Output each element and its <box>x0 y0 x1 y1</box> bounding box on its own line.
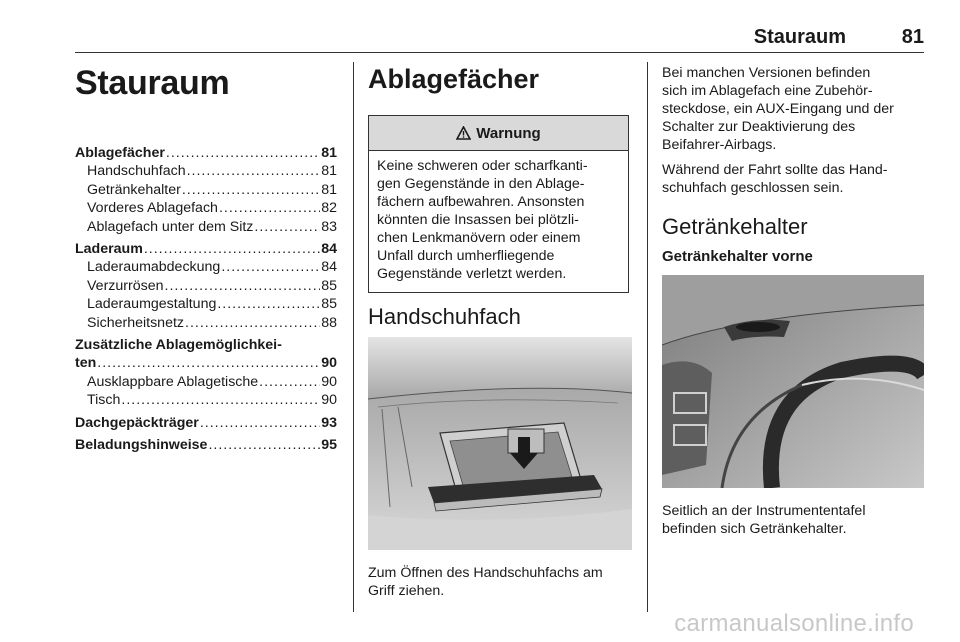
toc-label: Laderaumgestaltung <box>87 296 217 313</box>
warning-line: Gegenstände verletzt werden. <box>377 266 567 282</box>
cupholder-subheading: Getränkehalter vorne <box>662 248 813 265</box>
toc-label: Verzurrösen <box>87 277 164 294</box>
toc-label: Vorderes Ablagefach <box>87 200 218 217</box>
toc-page: 83 <box>321 218 337 235</box>
paragraph-line: Schalter zur Deaktivierung des <box>662 119 856 135</box>
toc-entry-getraenkehalter[interactable] <box>75 181 337 199</box>
warning-line: Keine schweren oder scharfkanti- <box>377 158 588 174</box>
toc-page: 90 <box>321 355 337 372</box>
paragraph-line: Beifahrer-Airbags. <box>662 137 777 153</box>
toc-page: 90 <box>321 373 337 390</box>
toc-page: 82 <box>321 200 337 217</box>
toc-entry-ablagefach-unter-sitz[interactable] <box>75 218 337 236</box>
glovebox-heading: Handschuhfach <box>368 304 521 329</box>
toc-label: Beladungshinweise <box>75 437 208 454</box>
paragraph-line: Bei manchen Versionen befinden <box>662 65 871 81</box>
toc-page: 90 <box>321 392 337 409</box>
toc-label: Dachgepäckträger <box>75 414 199 431</box>
page-number: 81 <box>901 26 924 48</box>
toc-page: 88 <box>321 314 337 331</box>
cupholder-caption <box>662 502 932 538</box>
running-header-section: Stauraum <box>753 26 846 48</box>
toc-entry-laderaumabdeckung[interactable] <box>75 258 337 276</box>
paragraph-line: schuhfach geschlossen sein. <box>662 180 844 196</box>
toc-entry-sicherheitsnetz[interactable] <box>75 314 337 332</box>
glovebox-illustration <box>368 337 632 550</box>
warning-header <box>369 116 628 151</box>
toc-page: 81 <box>321 145 337 161</box>
toc-entry-beladungshinweise[interactable] <box>75 436 337 454</box>
chapter-title: Stauraum <box>75 64 230 102</box>
watermark-text: carmanualsonline.info <box>674 610 914 637</box>
glovebox-caption <box>368 564 636 600</box>
toc-label: Ablagefächer <box>75 145 165 161</box>
toc-label: Getränkehalter <box>87 181 181 198</box>
toc-entry-verzurroesen[interactable] <box>75 277 337 295</box>
caption-line: Seitlich an der Instrumententafel <box>662 503 866 519</box>
cupholder-illustration <box>662 275 924 488</box>
toc-page: 84 <box>321 259 337 276</box>
glovebox-accessory-paragraph <box>662 64 932 154</box>
toc-page: 81 <box>321 181 337 198</box>
warning-line: könnten die Insassen bei plötzli- <box>377 212 579 228</box>
toc-entry-ablagefaecher[interactable] <box>75 144 337 162</box>
table-of-contents <box>75 144 337 455</box>
toc-entry-zusaetzliche-line1[interactable] <box>75 336 337 354</box>
paragraph-line: steckdose, ein AUX-Eingang und der <box>662 101 894 117</box>
paragraph-line: sich im Ablagefach eine Zubehör- <box>662 83 873 99</box>
toc-entry-handschuhfach[interactable] <box>75 162 337 180</box>
header-rule <box>75 52 924 53</box>
column-divider-left <box>353 62 354 612</box>
toc-page: 93 <box>321 414 337 431</box>
toc-label: Ablagefach unter dem Sitz <box>87 218 254 235</box>
toc-page: 85 <box>321 296 337 313</box>
right-column <box>662 64 932 545</box>
toc-page: 85 <box>321 277 337 294</box>
warning-line: gen Gegenstände in den Ablage- <box>377 176 585 192</box>
toc-entry-laderaum[interactable] <box>75 240 337 258</box>
toc-label: Ausklappbare Ablagetische <box>87 373 259 390</box>
toc-entry-vorderes-ablagefach[interactable] <box>75 199 337 217</box>
toc-label: Laderaum <box>75 241 143 258</box>
toc-label: ten <box>75 355 97 372</box>
warning-box <box>368 115 629 293</box>
toc-entry-tisch[interactable] <box>75 391 337 409</box>
caption-line: Griff ziehen. <box>368 583 445 599</box>
glovebox-closed-paragraph <box>662 161 932 197</box>
warning-title: Warnung <box>476 124 541 142</box>
warning-triangle-icon <box>456 126 471 140</box>
warning-text <box>369 151 628 283</box>
section-title: Ablagefächer <box>368 64 540 94</box>
toc-page: 81 <box>321 163 337 180</box>
paragraph-line: Während der Fahrt sollte das Hand- <box>662 162 888 178</box>
toc-label: Laderaumabdeckung <box>87 259 221 276</box>
toc-entry-dachgepaecktraeger[interactable] <box>75 414 337 432</box>
toc-entry-zusaetzliche-ablagemoeglichkeiten[interactable] <box>75 354 337 372</box>
column-divider-right <box>647 62 648 612</box>
toc-label: Handschuhfach <box>87 163 186 180</box>
toc-label: Sicherheitsnetz <box>87 314 184 331</box>
toc-entry-ausklappbare-ablagetische[interactable] <box>75 373 337 391</box>
toc-label: Tisch <box>87 392 121 409</box>
warning-line: Unfall durch umherfliegende <box>377 248 555 264</box>
toc-label: Zusätzliche Ablagemöglichkei- <box>75 337 282 354</box>
warning-line: chen Lenkmanövern oder einem <box>377 230 581 246</box>
toc-page: 95 <box>321 437 337 454</box>
toc-entry-laderaumgestaltung[interactable] <box>75 295 337 313</box>
toc-page: 84 <box>321 241 337 258</box>
warning-line: fächern aufbewahren. Ansonsten <box>377 194 585 210</box>
caption-line: Zum Öffnen des Handschuhfachs am <box>368 565 603 581</box>
caption-line: befinden sich Getränkehalter. <box>662 521 847 537</box>
cupholder-heading: Getränkehalter <box>662 214 808 239</box>
